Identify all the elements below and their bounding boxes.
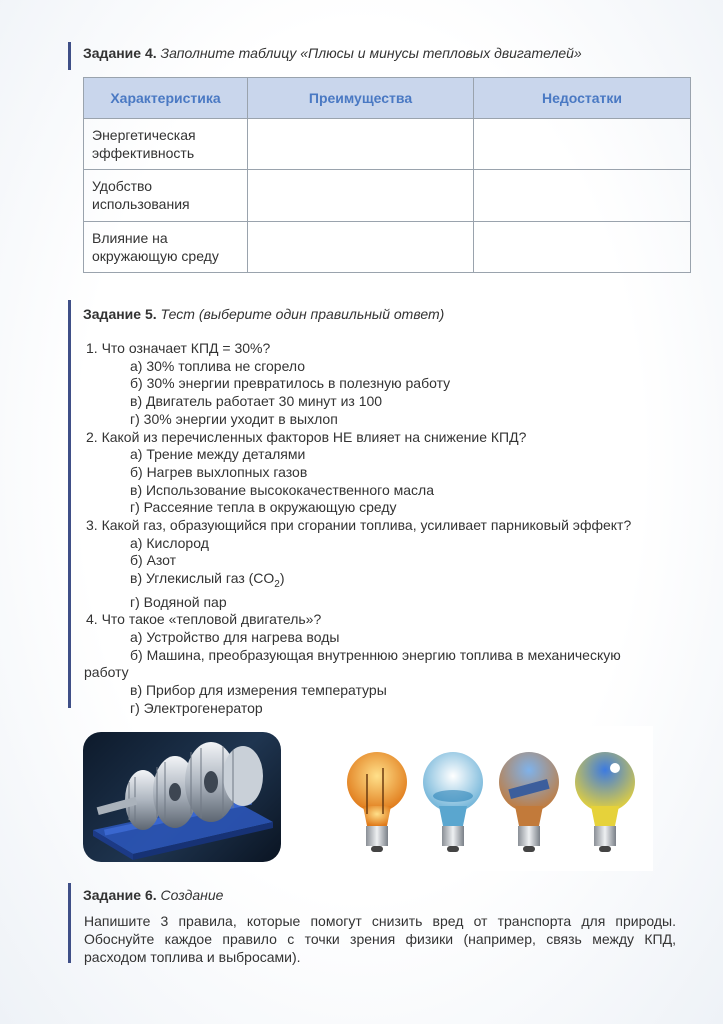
cell-disadvantage[interactable] <box>474 170 691 221</box>
header-characteristic: Характеристика <box>84 78 248 119</box>
header-disadvantages: Недостатки <box>474 78 691 119</box>
task6-text: Напишите 3 правила, которые помогут снизить вред от транспорта для природы. Обоснуйте каждое правило с точки зрения физики (например, связь между КПД, расходом топлива и выбросами). <box>84 913 676 965</box>
question-4: 4. Что такое «тепловой двигатель»? <box>86 611 322 628</box>
task4-header <box>68 42 582 70</box>
row-label: Энергетическая эффективность <box>84 119 248 170</box>
cell-advantage[interactable] <box>248 221 474 272</box>
answer-option[interactable]: а) Трение между деталями <box>130 446 306 463</box>
answer-option[interactable]: в) Прибор для измерения температуры <box>130 682 387 699</box>
cell-advantage[interactable] <box>248 170 474 221</box>
answer-option[interactable]: б) 30% энергии превратилось в полезную работу <box>130 375 451 392</box>
answer-option[interactable]: а) 30% топлива не сгорело <box>130 357 306 374</box>
answer-option[interactable]: б) Машина, преобразующая внутреннюю энергию топлива в механическую работу <box>84 646 621 681</box>
pros-cons-table <box>83 77 691 273</box>
turbine-image <box>83 732 281 862</box>
answer-option[interactable]: г) Рассеяние тепла в окружающую среду <box>130 499 397 516</box>
answer-option[interactable]: г) Водяной пар <box>130 593 227 610</box>
answer-option[interactable]: в) Углекислый газ $(CO_2)$ <box>130 570 285 590</box>
question-3: 3. Какой газ, образующийся при сгорании топлива, усиливает парниковый эффект? <box>86 517 632 534</box>
row-label: Удобство использования <box>84 170 248 221</box>
eco-bulbs-image <box>323 726 653 871</box>
answer-option[interactable]: г) 30% энергии уходит в выхлоп <box>130 410 338 427</box>
answer-option[interactable]: б) Азот <box>130 552 177 569</box>
answer-option[interactable]: а) Устройство для нагрева воды <box>130 629 340 646</box>
header-advantages: Преимущества <box>248 78 474 119</box>
answer-option[interactable]: а) Кислород <box>130 534 209 551</box>
answer-option[interactable]: б) Нагрев выхлопных газов <box>130 463 308 480</box>
cell-advantage[interactable] <box>248 119 474 170</box>
row-label: Влияние на окружающую среду <box>84 221 248 272</box>
answer-option[interactable]: в) Использование высококачественного масла <box>130 481 434 498</box>
cell-disadvantage[interactable] <box>474 221 691 272</box>
answer-option[interactable]: в) Двигатель работает 30 минут из 100 <box>130 393 383 410</box>
task5-title: Задание 5. Тест (выберите один правильный ответ) <box>83 306 445 322</box>
answer-option[interactable]: г) Электрогенератор <box>130 699 263 716</box>
task4-title: Задание 4. Заполните таблицу «Плюсы и минусы тепловых двигателей» <box>83 45 582 61</box>
question-1: 1. Что означает КПД = 30%? <box>86 340 271 356</box>
question-2: 2. Какой из перечисленных факторов НЕ влияет на снижение КПД? <box>86 428 527 445</box>
cell-disadvantage[interactable] <box>474 119 691 170</box>
test-questions <box>84 340 664 718</box>
task6-title: Задание 6. Создание <box>83 887 224 903</box>
